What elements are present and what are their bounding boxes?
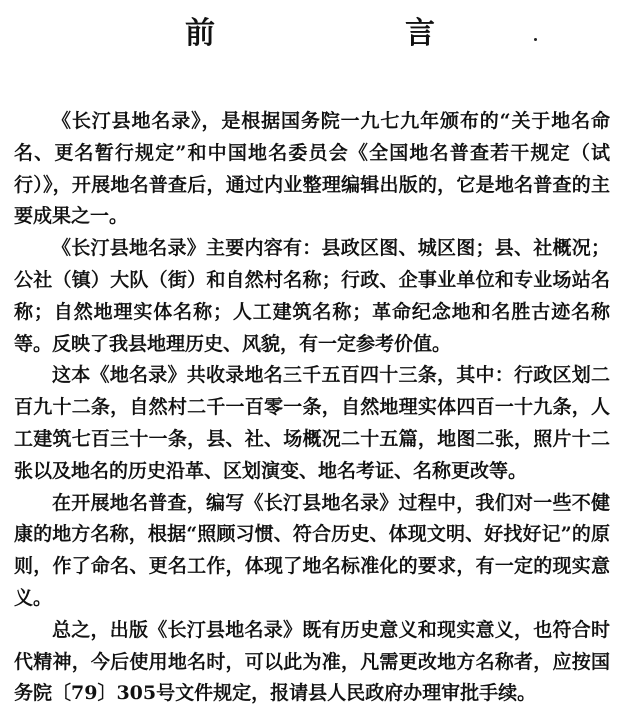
- paragraph-2: 《长汀县地名录》主要内容有：县政区图、城区图；县、社概况；公社（镇）大队（街）和自然村名称；行政、企事业单位和专业场站名称；自然地理实体名称；人工建筑名称；革命纪念地和名胜古迹名称等。反映了我县地理历史、风貌，有一定参考价值。: [14, 237, 610, 355]
- paragraph-3: 这本《地名录》共收录地名三千五百四十三条，其中：行政区划二百九十二条，自然村二千一百零一条，自然地理实体四百一十九条，人工建筑七百三十一条，县、社、场概况二十五篇，地图二张，照片十二张以及地名的历史沿革、区划演变、地名考证、名称更改等。: [14, 364, 610, 482]
- paragraph-5: 总之，出版《长汀县地名录》既有历史意义和现实意义，也符合时代精神，今后使用地名时，可以此为准，凡需更改地方名称者，应按国务院〔79〕305号文件规定，报请县人民政府办理审批手续。: [14, 618, 610, 705]
- preface-body: [14, 106, 610, 710]
- paragraph-4: 在开展地名普查，编写《长汀县地名录》过程中，我们对一些不健康的地方名称，根据“照顾习惯、符合历史、体现文明、好找好记”的原则，作了命名、更名工作，体现了地名标准化的要求，有一定的现实意义。: [14, 491, 610, 609]
- paragraph-1: 《长汀县地名录》，是根据国务院一九七九年颁布的“关于地名命名、更名暂行规定”和中国地名委员会《全国地名普查若干规定（试行）》，开展地名普查后，通过内业整理编辑出版的，它是地名普查的主要成果之一。: [14, 110, 610, 228]
- scan-speck: [534, 38, 537, 41]
- page-title: 前 言: [185, 16, 515, 51]
